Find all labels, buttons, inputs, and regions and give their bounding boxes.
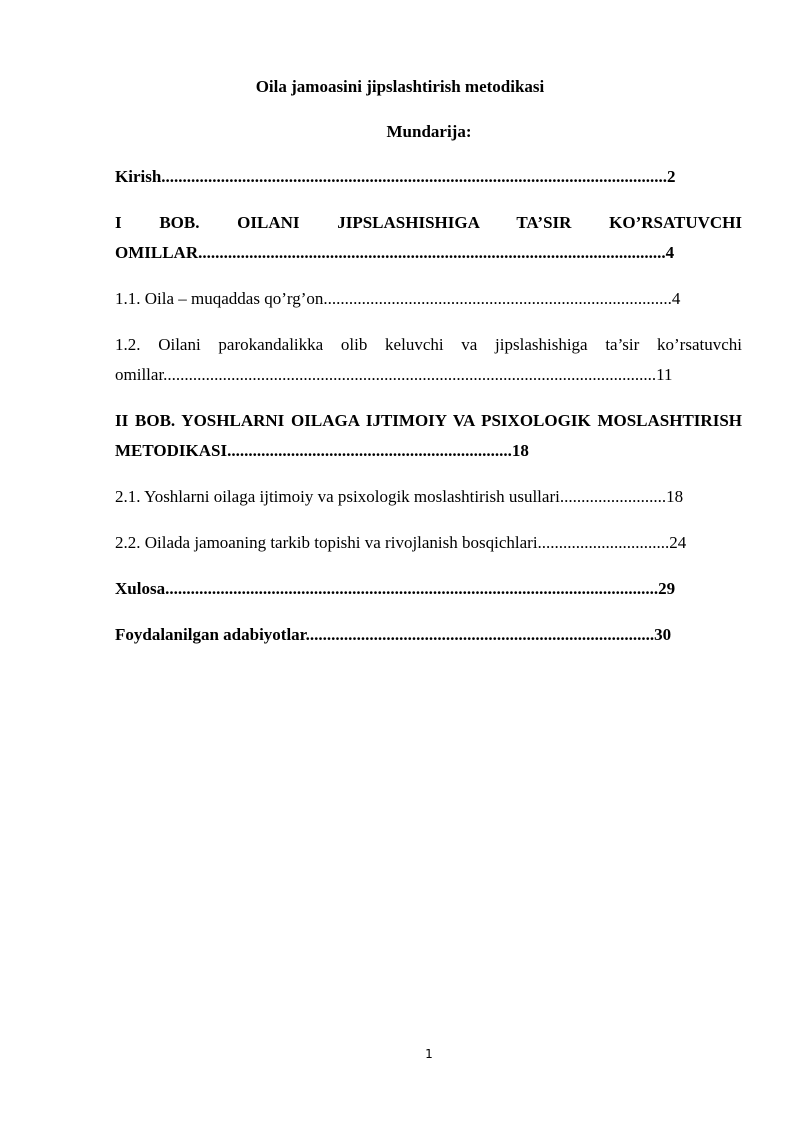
toc-entry-chapter-1[interactable]: I BOB. OILANI JIPSLASHISHIGA TA’SIR KO’RSATUVCHI OMILLAR..............................................................................................................4 <box>115 213 742 262</box>
toc-entry-section-2-2[interactable]: 2.2. Oilada jamoaning tarkib topishi va rivojlanish bosqichlari...............................24 <box>115 533 687 552</box>
toc-entry-chapter-2[interactable]: II BOB. YOSHLARNI OILAGA IJTIMOIY VA PSIXOLOGIK MOSLASHTIRISH METODIKASI...................................................................18 <box>115 411 742 460</box>
toc-entry-xulosa[interactable]: Xulosa....................................................................................................................29 <box>115 579 676 598</box>
toc-entry-section-1-1[interactable]: 1.1. Oila – muqaddas qo’rg’on..................................................................................4 <box>115 289 681 308</box>
toc-heading: Mundarija: <box>386 122 472 141</box>
table-of-contents <box>115 162 742 650</box>
toc-entry-section-2-1[interactable]: 2.1. Yoshlarni oilaga ijtimoiy va psixologik moslashtirish usullari.........................18 <box>115 487 684 506</box>
toc-entry-references[interactable]: Foydalanilgan adabiyotlar..................................................................................30 <box>115 625 672 644</box>
page-number: 1 <box>425 1047 433 1061</box>
document-title: Oila jamoasini jipslashtirish metodikasi <box>255 77 545 96</box>
toc-entry-kirish[interactable]: Kirish.......................................................................................................................2 <box>115 167 676 186</box>
toc-entry-section-1-2[interactable]: 1.2. Oilani parokandalikka olib keluvchi va jipslashishiga ta’sir ko’rsatuvchi omillar....................................................................................................................11 <box>115 335 742 384</box>
